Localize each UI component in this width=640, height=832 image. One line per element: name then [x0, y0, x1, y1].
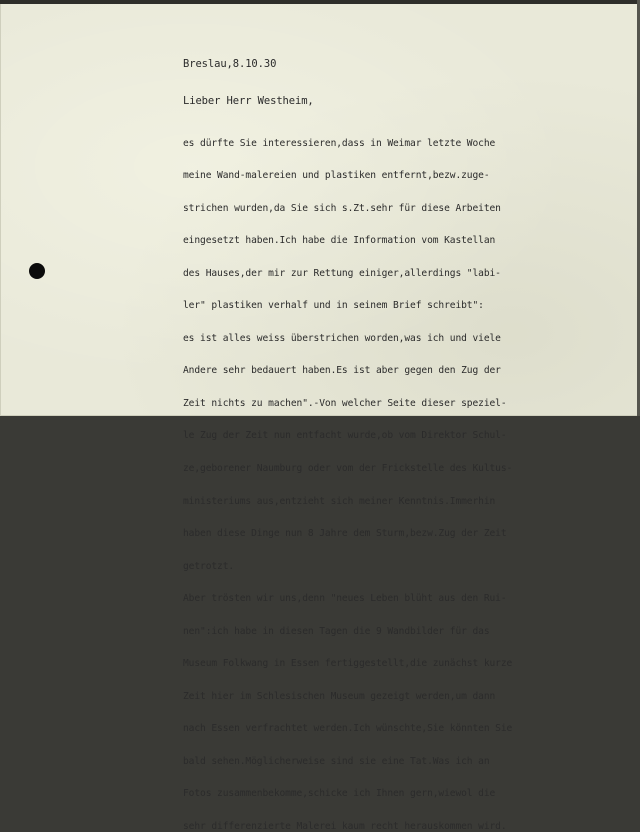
letter-line: meine Wand-malereien und plastiken entfernt,bezw.zuge-: [183, 170, 490, 182]
letter-body: [183, 117, 623, 832]
letter-line: Aber trösten wir uns,denn "neues Leben blüht aus den Rui-: [183, 593, 507, 605]
letter-line: des Hauses,der mir zur Rettung einiger,allerdings "labi-: [183, 267, 501, 279]
page-top-edge: [0, 0, 640, 4]
letter-line: Zeit nichts zu machen".-Von welcher Seite dieser speziel-: [183, 397, 507, 409]
punch-hole: [29, 263, 45, 279]
letter-line: Fotos zusammenbekomme,schicke ich Ihnen gern,wiewol die: [183, 788, 496, 800]
letter-line: Andere sehr bedauert haben.Es ist aber gegen den Zug der: [183, 365, 501, 377]
letter-line: le Zug der Zeit nun entfacht wurde,ob vom Direktor Schul-: [183, 430, 507, 442]
letter-line: sehr differenzierte Malerei kaum recht herauskommen wird.: [183, 820, 507, 832]
letter-line: Museum Folkwang in Essen fertiggestellt,die zunächst kurze: [183, 658, 513, 670]
letter-line: ze,geborener Naumburg oder vom der Frickstelle des Kultus-: [183, 463, 513, 474]
letter-line: es dürfte Sie interessieren,dass in Weimar letzte Woche: [183, 137, 496, 149]
letter-line: nach Essen verfrachtet werden.Ich wünschte,Sie könnten Sie: [183, 723, 513, 735]
letter-line: eingesetzt haben.Ich habe die Information vom Kastellan: [183, 235, 496, 247]
letter-line: ministeriums aus,entzieht sich meiner Kenntnis.Immerhin: [183, 495, 496, 507]
letter-line: es ist alles weiss überstrichen worden,was ich und viele: [183, 332, 501, 344]
letter-line: nen":ich habe in diesen Tagen die 9 Wandbilder für das: [183, 625, 490, 637]
letter-line: Zeit hier im Schlesischen Museum gezeigt werden,um dann: [183, 690, 496, 702]
letter-salutation: Lieber Herr Westheim,: [183, 95, 314, 107]
letter-line: haben diese Dinge nun 8 Jahre dem Sturm,bezw.Zug der Zeit: [183, 528, 507, 540]
letter-dateline: Breslau,8.10.30: [183, 58, 277, 70]
letter-line: getrotzt.: [183, 560, 235, 572]
letter-line: strichen wurden,da Sie sich s.Zt.sehr für diese Arbeiten: [183, 202, 501, 214]
letter-line: ler" plastiken verhalf und in seinem Brief schreibt":: [183, 300, 484, 312]
letter-line: bald sehen.Möglicherweise sind sie eine Tat.Was ich an: [183, 755, 490, 767]
